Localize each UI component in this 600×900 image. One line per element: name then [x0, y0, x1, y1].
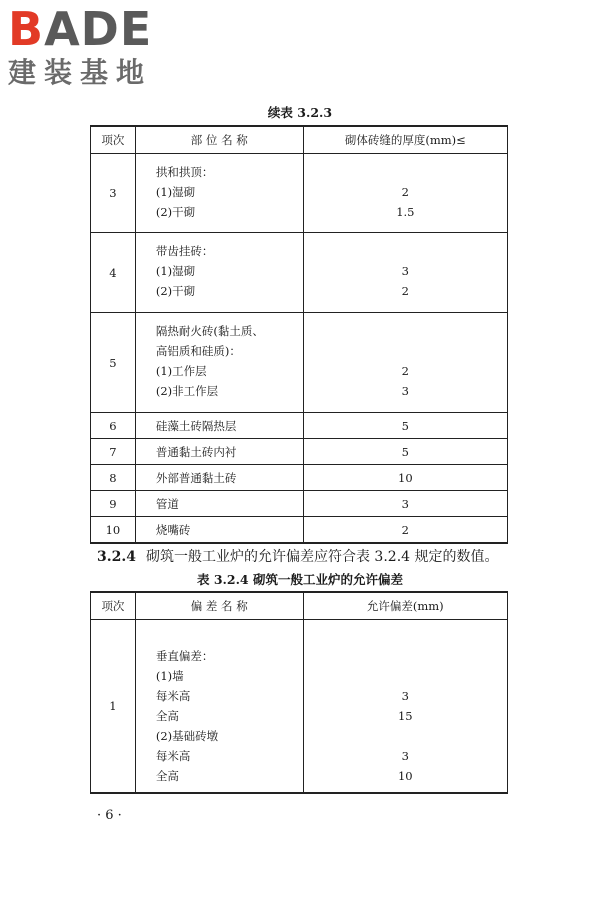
row-name-line: (2)干砌 — [155, 205, 196, 219]
logo-wordmark — [8, 4, 178, 54]
row-value-line: 1.5 — [396, 205, 415, 219]
row-value-line: 3 — [401, 384, 409, 398]
table1-header-idx: 项次 — [91, 126, 136, 154]
row-index: 7 — [91, 439, 136, 465]
row-name — [135, 313, 303, 413]
row-value-line — [304, 666, 507, 686]
row-name-line: (1)墙 — [155, 669, 184, 683]
row-index: 5 — [91, 313, 136, 413]
row-name: 烧嘴砖 — [135, 517, 303, 544]
row-value — [303, 620, 507, 794]
row-value-line: 2 — [401, 284, 409, 298]
clause-text: 砌筑一般工业炉的允许偏差应符合表 3.2.4 规定的数值。 — [145, 549, 499, 565]
table2-header-row — [91, 592, 508, 620]
table-row — [91, 413, 508, 439]
table1-caption: 续表 3.2.3 — [267, 105, 333, 120]
table-row — [91, 620, 508, 794]
row-value-line: 10 — [397, 769, 413, 783]
row-value-line — [304, 162, 507, 182]
clause-number: 3.2.4 — [97, 549, 136, 565]
row-name-line: (1)湿砌 — [155, 185, 196, 199]
bade-logo — [8, 4, 178, 96]
table-row — [91, 465, 508, 491]
row-name-line: (2)干砌 — [155, 284, 196, 298]
row-name-line: 高铝质和硅质)： — [155, 344, 241, 358]
row-name: 普通黏土砖内衬 — [135, 439, 303, 465]
row-name-line: 垂直偏差： — [155, 649, 214, 663]
table-row — [91, 491, 508, 517]
table1-header-value: 砌体砖缝的厚度(mm)≤ — [303, 126, 507, 154]
row-value-line: 15 — [397, 709, 413, 723]
row-index: 3 — [91, 154, 136, 233]
row-name-line: 全高 — [155, 769, 179, 783]
row-index: 6 — [91, 413, 136, 439]
table2-header-idx: 项次 — [91, 592, 136, 620]
row-value: 5 — [303, 439, 507, 465]
row-value-line: 3 — [401, 689, 409, 703]
row-value-line — [304, 321, 507, 341]
table2-caption: 表 3.2.4 砌筑一般工业炉的允许偏差 — [196, 572, 403, 587]
row-index: 1 — [91, 620, 136, 794]
row-name-line: (2)非工作层 — [155, 384, 219, 398]
row-value: 10 — [303, 465, 507, 491]
row-value-line — [304, 726, 507, 746]
row-value-line — [304, 241, 507, 261]
logo-subtitle: 建装基地 — [8, 56, 153, 89]
row-value — [303, 313, 507, 413]
row-value — [303, 233, 507, 313]
row-name-line: (1)工作层 — [155, 364, 207, 378]
row-index: 9 — [91, 491, 136, 517]
row-index: 8 — [91, 465, 136, 491]
row-index: 4 — [91, 233, 136, 313]
table2-header-name: 偏 差 名 称 — [135, 592, 303, 620]
logo-rest-letters: ADE — [44, 2, 153, 56]
row-index: 10 — [91, 517, 136, 544]
row-name: 外部普通黏土砖 — [135, 465, 303, 491]
row-value-line — [304, 646, 507, 666]
page-number: · 6 · — [97, 808, 122, 823]
table1-header-name: 部 位 名 称 — [135, 126, 303, 154]
row-value-line: 2 — [401, 185, 409, 199]
row-name — [135, 154, 303, 233]
clause-3-2-4 — [97, 546, 499, 566]
table-row — [91, 313, 508, 413]
table2 — [90, 591, 508, 794]
row-name — [135, 620, 303, 794]
row-name-line: (2)基础砖墩 — [155, 729, 219, 743]
logo-accent-letter: B — [8, 2, 45, 56]
table-row — [91, 233, 508, 313]
table1 — [90, 125, 508, 544]
row-value-line: 3 — [401, 749, 409, 763]
row-name-line: 拱和拱顶： — [155, 165, 214, 179]
row-name: 硅藻土砖隔热层 — [135, 413, 303, 439]
row-value-line: 2 — [401, 364, 409, 378]
table-row — [91, 517, 508, 544]
row-name-line: 带齿挂砖： — [155, 244, 214, 258]
row-value: 3 — [303, 491, 507, 517]
table1-header-row — [91, 126, 508, 154]
row-name: 管道 — [135, 491, 303, 517]
row-name-line: 每米高 — [155, 749, 191, 763]
row-value: 5 — [303, 413, 507, 439]
row-value: 2 — [303, 517, 507, 544]
row-name — [135, 233, 303, 313]
row-name-line: 隔热耐火砖(黏土质、 — [155, 324, 264, 338]
table-row — [91, 154, 508, 233]
row-value — [303, 154, 507, 233]
row-name-line: 每米高 — [155, 689, 191, 703]
row-value-line: 3 — [401, 264, 409, 278]
row-name-line: (1)湿砌 — [155, 264, 196, 278]
table2-header-value: 允许偏差(mm) — [303, 592, 507, 620]
row-name-line: 全高 — [155, 709, 179, 723]
table-row — [91, 439, 508, 465]
row-value-line — [304, 341, 507, 361]
